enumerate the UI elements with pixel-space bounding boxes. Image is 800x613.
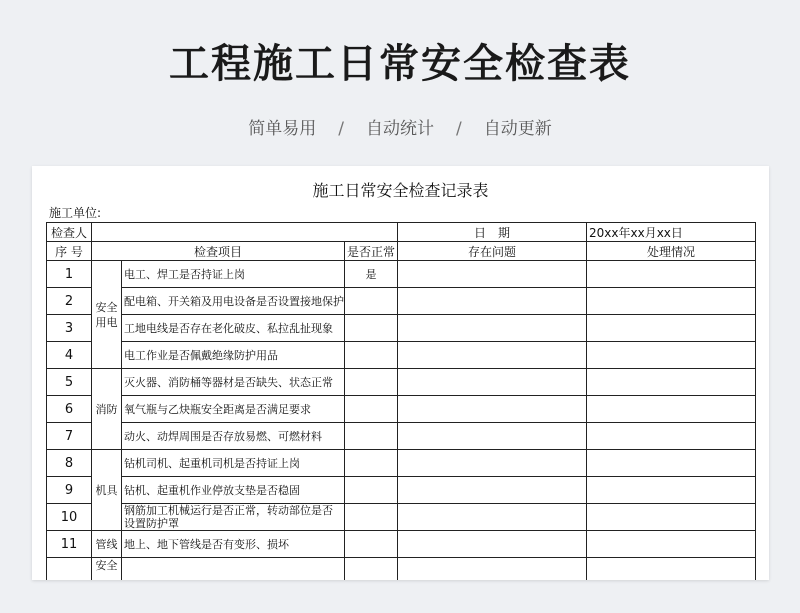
handling-cell[interactable] (587, 423, 756, 450)
normal-cell[interactable] (345, 504, 398, 531)
row-number: 11 (47, 531, 92, 558)
check-item: 地上、地下管线是否有变形、损坏 (122, 531, 345, 558)
row-number (47, 558, 92, 581)
inspection-sheet (32, 166, 769, 580)
check-item: 工地电线是否存在老化破皮、私拉乱扯现象 (122, 315, 345, 342)
handling-cell[interactable] (587, 288, 756, 315)
normal-cell[interactable] (345, 558, 398, 581)
normal-cell[interactable] (345, 477, 398, 504)
handling-cell[interactable] (587, 369, 756, 396)
inspector-label: 检查人 (47, 223, 92, 242)
handling-cell[interactable] (587, 450, 756, 477)
check-item: 氧气瓶与乙炔瓶安全距离是否满足要求 (122, 396, 345, 423)
page-title: 工程施工日常安全检查表 (169, 41, 631, 87)
subtitle-separator: / (456, 119, 462, 139)
category-fire: 消防 (92, 369, 122, 450)
issue-cell[interactable] (398, 450, 587, 477)
date-label: 日 期 (398, 223, 587, 242)
row-number: 10 (47, 504, 92, 531)
row-number: 3 (47, 315, 92, 342)
issue-cell[interactable] (398, 531, 587, 558)
check-item: 配电箱、开关箱及用电设备是否设置接地保护 (122, 288, 345, 315)
row-number: 1 (47, 261, 92, 288)
table-row (47, 558, 756, 581)
category-electric (92, 261, 122, 369)
table-row (47, 288, 756, 315)
check-item: 电工作业是否佩戴绝缘防护用品 (122, 342, 345, 369)
table-row (47, 315, 756, 342)
normal-cell[interactable] (345, 450, 398, 477)
col-header-item: 检查项目 (92, 242, 345, 261)
handling-cell[interactable] (587, 477, 756, 504)
issue-cell[interactable] (398, 342, 587, 369)
subtitle-separator: / (338, 119, 344, 139)
table-row (47, 450, 756, 477)
handling-cell[interactable] (587, 504, 756, 531)
subtitle-item: 自动统计 (366, 119, 434, 139)
handling-cell[interactable] (587, 531, 756, 558)
check-item: 灭火器、消防桶等器材是否缺失、状态正常 (122, 369, 345, 396)
normal-cell[interactable] (345, 396, 398, 423)
construction-unit-label: 施工单位: (49, 206, 102, 220)
table-row (47, 477, 756, 504)
handling-cell[interactable] (587, 558, 756, 581)
issue-cell[interactable] (398, 261, 587, 288)
normal-cell[interactable]: 是 (345, 261, 398, 288)
category-machine: 机具 (92, 450, 122, 531)
normal-cell[interactable] (345, 315, 398, 342)
table-row (47, 396, 756, 423)
issue-cell[interactable] (398, 315, 587, 342)
check-item: 钻机司机、起重机司机是否持证上岗 (122, 450, 345, 477)
inspection-table (46, 222, 756, 580)
issue-cell[interactable] (398, 477, 587, 504)
inspector-value-cell[interactable] (92, 223, 398, 242)
issue-cell[interactable] (398, 396, 587, 423)
row-number: 9 (47, 477, 92, 504)
issue-cell[interactable] (398, 423, 587, 450)
category-next: 安全 (92, 558, 122, 581)
table-row (47, 423, 756, 450)
date-value[interactable]: 20xx年xx月xx日 (587, 223, 756, 242)
normal-cell[interactable] (345, 288, 398, 315)
handling-cell[interactable] (587, 342, 756, 369)
row-number: 6 (47, 396, 92, 423)
handling-cell[interactable] (587, 261, 756, 288)
check-item: 动火、动焊周围是否存放易燃、可燃材料 (122, 423, 345, 450)
check-item: 钻机、起重机作业停放支垫是否稳固 (122, 477, 345, 504)
check-item (122, 558, 345, 581)
col-header-issue: 存在问题 (398, 242, 587, 261)
handling-cell[interactable] (587, 315, 756, 342)
col-header-handling: 处理情况 (587, 242, 756, 261)
check-item: 钢筋加工机械运行是否正常，转动部位是否设置防护罩 (122, 504, 345, 531)
table-row (47, 369, 756, 396)
subtitle-item: 简单易用 (248, 119, 317, 139)
normal-cell[interactable] (345, 369, 398, 396)
row-number: 4 (47, 342, 92, 369)
issue-cell[interactable] (398, 369, 587, 396)
sheet-title: 施工日常安全检查记录表 (312, 181, 489, 200)
row-number: 2 (47, 288, 92, 315)
row-number: 5 (47, 369, 92, 396)
check-item: 电工、焊工是否持证上岗 (122, 261, 345, 288)
inspector-row (47, 223, 756, 242)
subtitle (0, 114, 800, 139)
row-number: 8 (47, 450, 92, 477)
normal-cell[interactable] (345, 531, 398, 558)
table-row (47, 261, 756, 288)
table-row (47, 342, 756, 369)
normal-cell[interactable] (345, 342, 398, 369)
issue-cell[interactable] (398, 288, 587, 315)
col-header-normal: 是否正常 (345, 242, 398, 261)
table-row (47, 504, 756, 531)
handling-cell[interactable] (587, 396, 756, 423)
table-row (47, 531, 756, 558)
normal-cell[interactable] (345, 423, 398, 450)
subtitle-item: 自动更新 (483, 119, 552, 139)
category-label: 安全 用电 (95, 300, 118, 329)
issue-cell[interactable] (398, 504, 587, 531)
issue-cell[interactable] (398, 558, 587, 581)
column-header-row (47, 242, 756, 261)
col-header-seq: 序 号 (47, 242, 92, 261)
row-number: 7 (47, 423, 92, 450)
category-pipe: 管线 (92, 531, 122, 558)
